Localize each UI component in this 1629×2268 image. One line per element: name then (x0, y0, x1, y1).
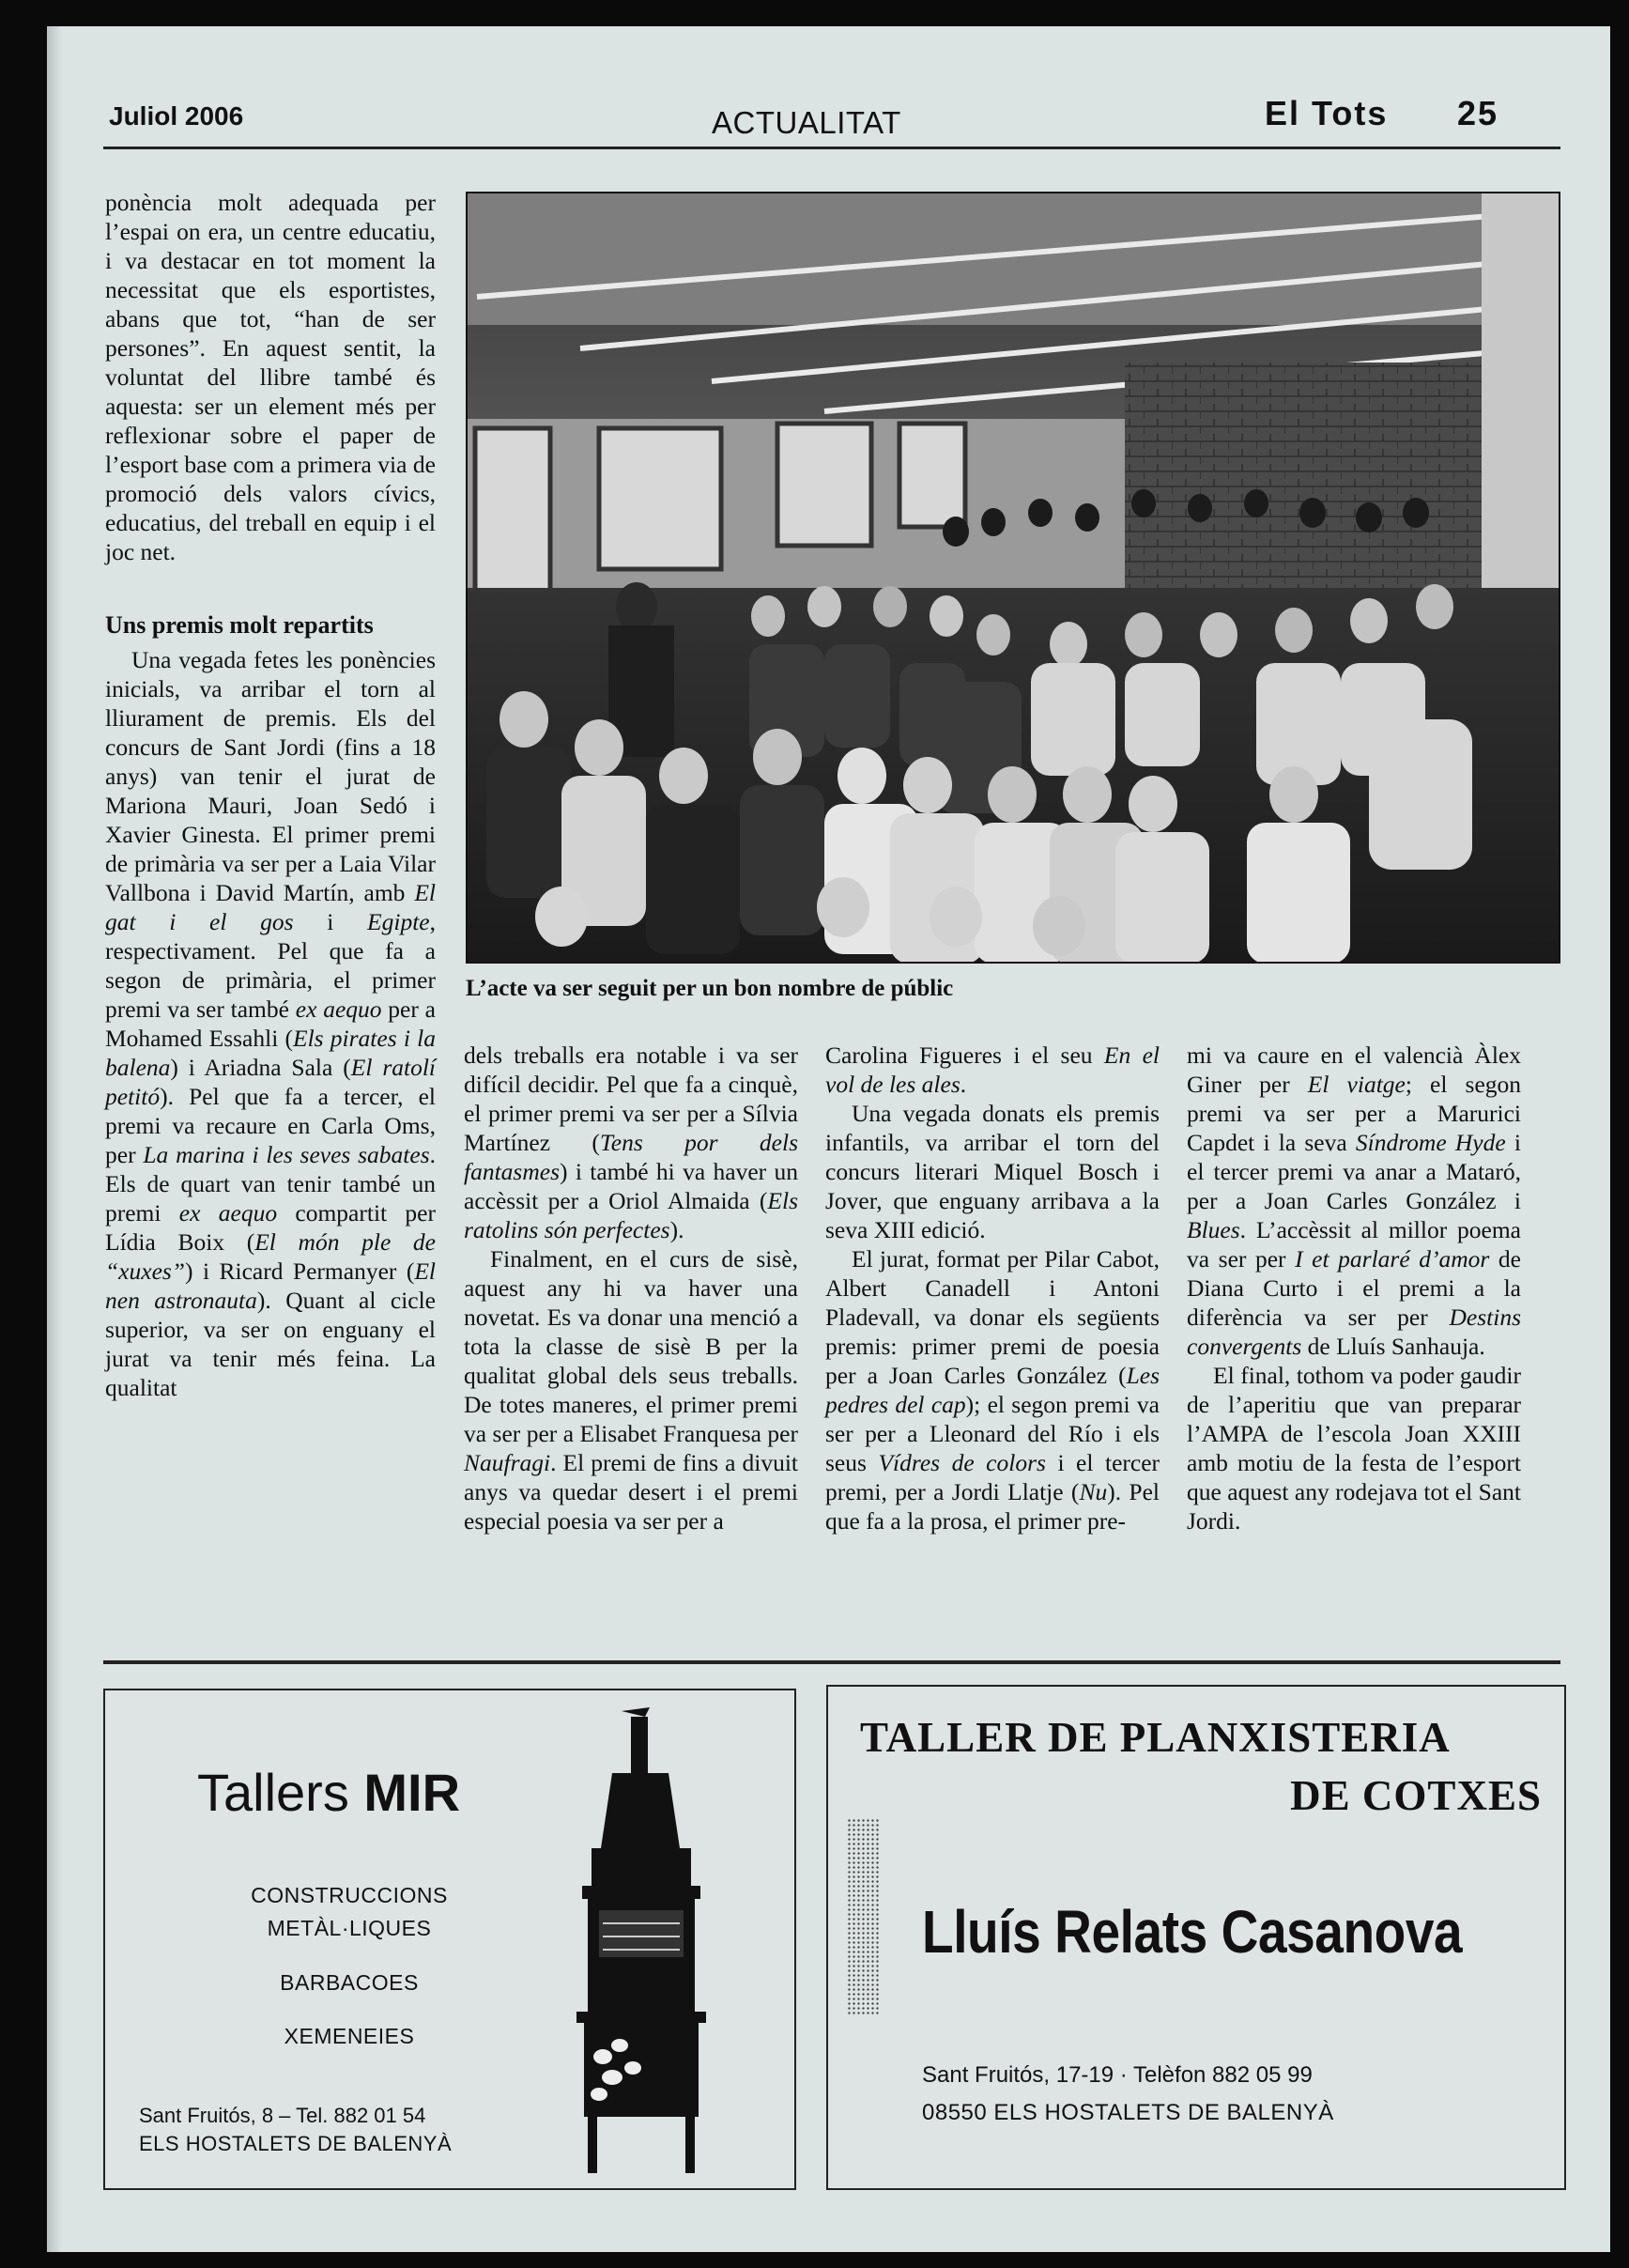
audience-photo-image (468, 193, 1559, 962)
ad-planxisteria-owner: Lluís Relats Casanova (922, 1898, 1463, 1966)
ad-mir-service: METÀL·LIQUES (267, 1916, 432, 1940)
header-magazine-name: El Tots (1265, 94, 1389, 132)
article-paragraph: El jurat, format per Pilar Cabot, Albert Canadell i Antoni Pladevall, va donar els següents premis: primer premi de poesia per a Joan Carles González (Les pedres del cap); el segon premi va ser per a Lleonard del Río i els seus Vídres de colors i el tercer premi, per a Jordi Llatje (Nu). Pel que fa a la prosa, el primer pre- (825, 1245, 1160, 1535)
header-page-number: 25 (1457, 94, 1499, 132)
article-paragraph: mi va caure en el valencià Àlex Giner per El viatge; el segon premi va ser per a Marurici Capdet i la seva Síndrome Hyde i el tercer premi va anar a Mataró, per a Joan Carles González i Blues. L’accèssit al millor poema va ser per I et parlaré d’amor de Diana Curto i el premi a la diferència va ser per Destins convergents de Lluís Sanhauja. (1187, 1041, 1522, 1360)
photo-caption: L’acte va ser seguit per un bon nombre de públic (466, 976, 954, 1001)
page-spine-shadow (47, 26, 62, 2252)
article-paragraph: Carolina Figueres i el seu En el vol de les ales. (825, 1041, 1160, 1098)
dot-pattern-decoration (847, 1818, 881, 2015)
ad-mir-service: BARBACOES (280, 1970, 419, 1995)
barbecue-icon (575, 1707, 715, 2177)
page-header (47, 26, 1610, 167)
ad-planxisteria-title: DE COTXES (1290, 1772, 1542, 1819)
article-column-1 (105, 188, 436, 1402)
article-column-2 (464, 1041, 798, 1535)
ad-planxisteria-town: 08550 ELS HOSTALETS DE BALENYÀ (922, 2100, 1334, 2125)
ad-mir-service: XEMENEIES (284, 2024, 415, 2048)
ad-taller-planxisteria (826, 1685, 1566, 2190)
header-rule (103, 147, 1560, 149)
article-paragraph: dels treballs era notable i va ser difícil decidir. Pel que fa a cinquè, el primer premi va ser per a Sílvia Martínez (Tens por dels fantasmes) i també hi va haver un accèssit per a Oriol Almaida (Els ratolins són perfectes). (464, 1041, 798, 1243)
header-section: ACTUALITAT (712, 105, 901, 140)
ad-planxisteria-title: TALLER DE PLANXISTERIA (860, 1714, 1451, 1761)
article-paragraph: Una vegada donats els premis infantils, va arribar el torn del concurs literari Miquel Bosch i Jover, que enguany arribava a la seva XIII edició. (825, 1100, 1160, 1243)
magazine-page (47, 26, 1610, 2252)
article-paragraph: El final, tothom va poder gaudir de l’aperitiu que van preparar l’AMPA de l’escola Joan XXIII amb motiu de la festa de l’esport que aquest any rodejava tot el Sant Jordi. (1187, 1362, 1521, 1535)
ads-separator-rule (103, 1660, 1560, 1664)
article-column-4 (1187, 1041, 1521, 1535)
header-date: Juliol 2006 (109, 101, 244, 131)
ad-mir-service: CONSTRUCCIONS (251, 1883, 448, 1907)
ad-mir-town: ELS HOSTALETS DE BALENYÀ (139, 2132, 453, 2155)
article-column-3 (825, 1041, 1160, 1535)
ad-mir-address: Sant Fruitós, 8 – Tel. 882 01 54 (139, 2104, 426, 2127)
article-paragraph: Finalment, en el curs de sisè, aquest any hi va haver una novetat. Es va donar una menció a tota la classe de sisè B per la qualitat global dels seus treballs. De totes maneres, el primer premi va ser per a Elisabet Franquesa per Naufragi. El premi de fins a divuit anys va quedar desert i el premi especial poesia va ser per a (464, 1245, 798, 1535)
ad-planxisteria-address: Sant Fruitós, 17-19 · Telèfon 882 05 99 (922, 2062, 1313, 2088)
ad-tallers-mir (103, 1689, 796, 2190)
article-paragraph: Una vegada fetes les ponències inicials, va arribar el torn al lliurament de premis. Els del concurs de Sant Jordi (fins a 18 anys) van tenir el jurat de Mariona Mauri, Joan Sedó i Xavier Ginesta. El primer premi de primària va ser per a Laia Vilar Vallbona i David Martín, amb El gat i el gos i Egipte, respectivament. Pel que fa a segon de primària, el primer premi va ser també ex aequo per a Mohamed Essahli (Els pirates i la balena) i Ariadna Sala (El ratolí petitó). Pel que fa a tercer, el premi va recaure en Carla Oms, per La marina i les seves sabates. Els de quart van tenir també un premi ex aequo compartit per Lídia Boix (El món ple de “xuxes”) i Ricard Permanyer (El nen astronauta). Quant al cicle superior, va ser on enguany el jurat va tenir més feina. La qualitat (105, 646, 437, 1401)
ad-mir-title: Tallers MIR (197, 1763, 461, 1822)
article-subheading: Uns premis molt repartits (105, 611, 374, 639)
audience-photo (466, 192, 1560, 964)
article-paragraph: ponència molt adequada per l’espai on era, un centre educatiu, i va destacar en tot moment la necessitat que els esportistes, abans que tot, “han de ser persones”. En aquest sentit, la voluntat del llibre també és aquesta: ser un element més per reflexionar sobre el paper de l’esport base com a primera via de promoció dels valors cívics, educatius, del treball en equip i el joc net. (105, 189, 436, 565)
